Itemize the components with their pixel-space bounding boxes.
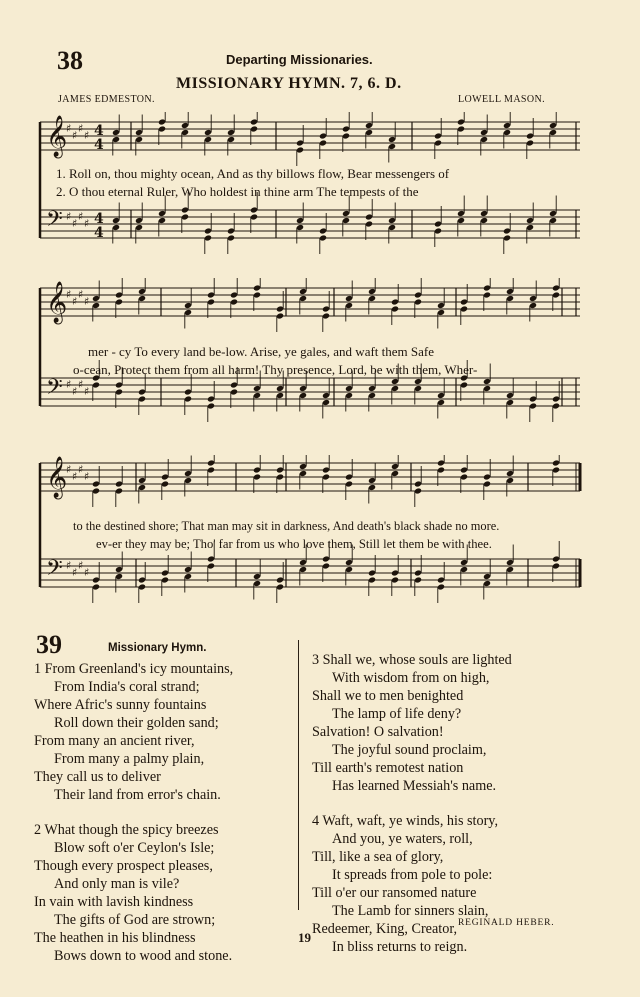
sharp-icon: ♯ <box>78 378 84 391</box>
sharp-icon: ♯ <box>84 566 90 579</box>
column-divider <box>298 640 299 910</box>
poem-line: From many an ancient river, <box>34 733 195 749</box>
sharp-icon: ♯ <box>66 288 72 301</box>
poem-left-column <box>34 660 233 965</box>
bass-clef-icon: 𝄢 <box>46 207 63 237</box>
poem-line: And only man is vile? <box>54 876 180 892</box>
page-number: 19 <box>298 930 311 945</box>
author-credit: JAMES EDMESTON. <box>58 94 155 105</box>
treble-clef-icon: 𝄞 <box>46 457 68 498</box>
sharp-icon: ♯ <box>66 210 72 223</box>
poem-line: Roll down their golden sand; <box>54 715 219 731</box>
sharp-icon: ♯ <box>72 470 78 483</box>
poem-line: 3 Shall we, whose souls are lighted <box>312 652 512 668</box>
poem-line: The Lamb for sinners slain, <box>332 903 489 919</box>
time-signature-icon: 4 <box>94 137 104 153</box>
poem-line: The lamp of life deny? <box>332 706 462 722</box>
poem-line: From India's coral strand; <box>54 679 200 695</box>
lyric-line-system1-verse2: 2. O thou eternal Ruler, Who holdest in thine arm The tempests of the <box>56 184 419 199</box>
poem-line: Redeemer, King, Creator, <box>312 921 458 937</box>
sharp-icon: ♯ <box>84 470 90 483</box>
bass-clef-icon: 𝄢 <box>46 375 63 405</box>
sharp-icon: ♯ <box>78 210 84 223</box>
poem-line: Has learned Messiah's name. <box>332 778 497 794</box>
hymn-39-title: Missionary Hymn. <box>108 642 207 654</box>
poem-line: In bliss returns to reign. <box>332 939 468 955</box>
time-signature-icon: 4 <box>94 211 104 227</box>
poem-line: Their land from error's chain. <box>54 787 221 803</box>
stanza-gap <box>34 804 233 821</box>
bass-clef-icon: 𝄢 <box>46 556 63 586</box>
treble-clef-icon: 𝄞 <box>46 282 68 323</box>
lyric-line-system3-verse1: to the destined shore; That man may sit in darkness, And death's black shade no more. <box>73 519 500 533</box>
poem-line: Till, like a sea of glory, <box>312 849 444 865</box>
lyric-line-system2-verse2: o-cean, Protect them from all harm! Thy presence, Lord, be with them, Wher- <box>73 362 478 377</box>
poem-line: 2 What though the spicy breezes <box>34 822 219 838</box>
sharp-icon: ♯ <box>72 566 78 579</box>
sharp-icon: ♯ <box>66 559 72 572</box>
poem-line: 4 Waft, waft, ye winds, his story, <box>312 813 499 829</box>
sharp-icon: ♯ <box>66 122 72 135</box>
poem-line: Salvation! O salvation! <box>312 724 444 740</box>
sharp-icon: ♯ <box>84 385 90 398</box>
sharp-icon: ♯ <box>78 122 84 135</box>
sharp-icon: ♯ <box>84 295 90 308</box>
hymn-39-author: REGINALD HEBER. <box>458 918 555 928</box>
composer-credit: LOWELL MASON. <box>458 94 546 105</box>
poem-line: The joyful sound proclaim, <box>332 742 487 758</box>
poem-line: Bows down to wood and stone. <box>54 948 233 964</box>
sharp-icon: ♯ <box>66 463 72 476</box>
sharp-icon: ♯ <box>84 217 90 230</box>
poem-line: With wisdom from on high, <box>332 670 490 686</box>
sharp-icon: ♯ <box>84 129 90 142</box>
poem-line: 1 From Greenland's icy mountains, <box>34 661 234 677</box>
sharp-icon: ♯ <box>78 559 84 572</box>
sharp-icon: ♯ <box>72 217 78 230</box>
poem-line: They call us to deliver <box>34 769 161 785</box>
poem-line: Though every prospect pleases, <box>34 858 213 874</box>
lyric-line-system1-verse1: 1. Roll on, thou mighty ocean, And as thy billows flow, Bear messengers of <box>56 166 450 181</box>
poem-line: Till o'er our ransomed nature <box>312 885 477 901</box>
poem-line: The gifts of God are strown; <box>54 912 216 928</box>
sharp-icon: ♯ <box>72 295 78 308</box>
time-signature-icon: 4 <box>94 123 104 139</box>
poem-line: It spreads from pole to pole: <box>332 867 493 883</box>
sharp-icon: ♯ <box>66 378 72 391</box>
poem-line: Blow soft o'er Ceylon's Isle; <box>54 840 215 856</box>
hymn-title: MISSIONARY HYMN. 7, 6. D. <box>176 75 402 92</box>
poem-line: In vain with lavish kindness <box>34 894 194 910</box>
sharp-icon: ♯ <box>78 288 84 301</box>
poem-line: Where Afric's sunny fountains <box>34 697 207 713</box>
hymn-number-38: 38 <box>57 46 83 75</box>
treble-clef-icon: 𝄞 <box>46 116 68 157</box>
poem-line: Shall we to men benighted <box>312 688 464 704</box>
time-signature-icon: 4 <box>94 225 104 241</box>
hymn-number-39: 39 <box>36 630 62 659</box>
poem-line: From many a palmy plain, <box>54 751 205 767</box>
sharp-icon: ♯ <box>72 385 78 398</box>
poem-line: Till earth's remotest nation <box>312 760 464 776</box>
running-head: Departing Missionaries. <box>226 52 373 67</box>
poem-line: The heathen in his blindness <box>34 930 196 946</box>
poem-line: And you, ye waters, roll, <box>332 831 473 847</box>
sharp-icon: ♯ <box>72 129 78 142</box>
stanza-gap <box>312 795 512 812</box>
lyric-line-system2-verse1: mer - cy To every land be-low. Arise, ye gales, and waft them Safe <box>88 344 434 359</box>
lyric-line-system3-verse2: ev-er they may be; Tho' far from us who love them, Still let them be with thee. <box>96 537 492 551</box>
sharp-icon: ♯ <box>78 463 84 476</box>
poem-right-column <box>312 651 512 956</box>
